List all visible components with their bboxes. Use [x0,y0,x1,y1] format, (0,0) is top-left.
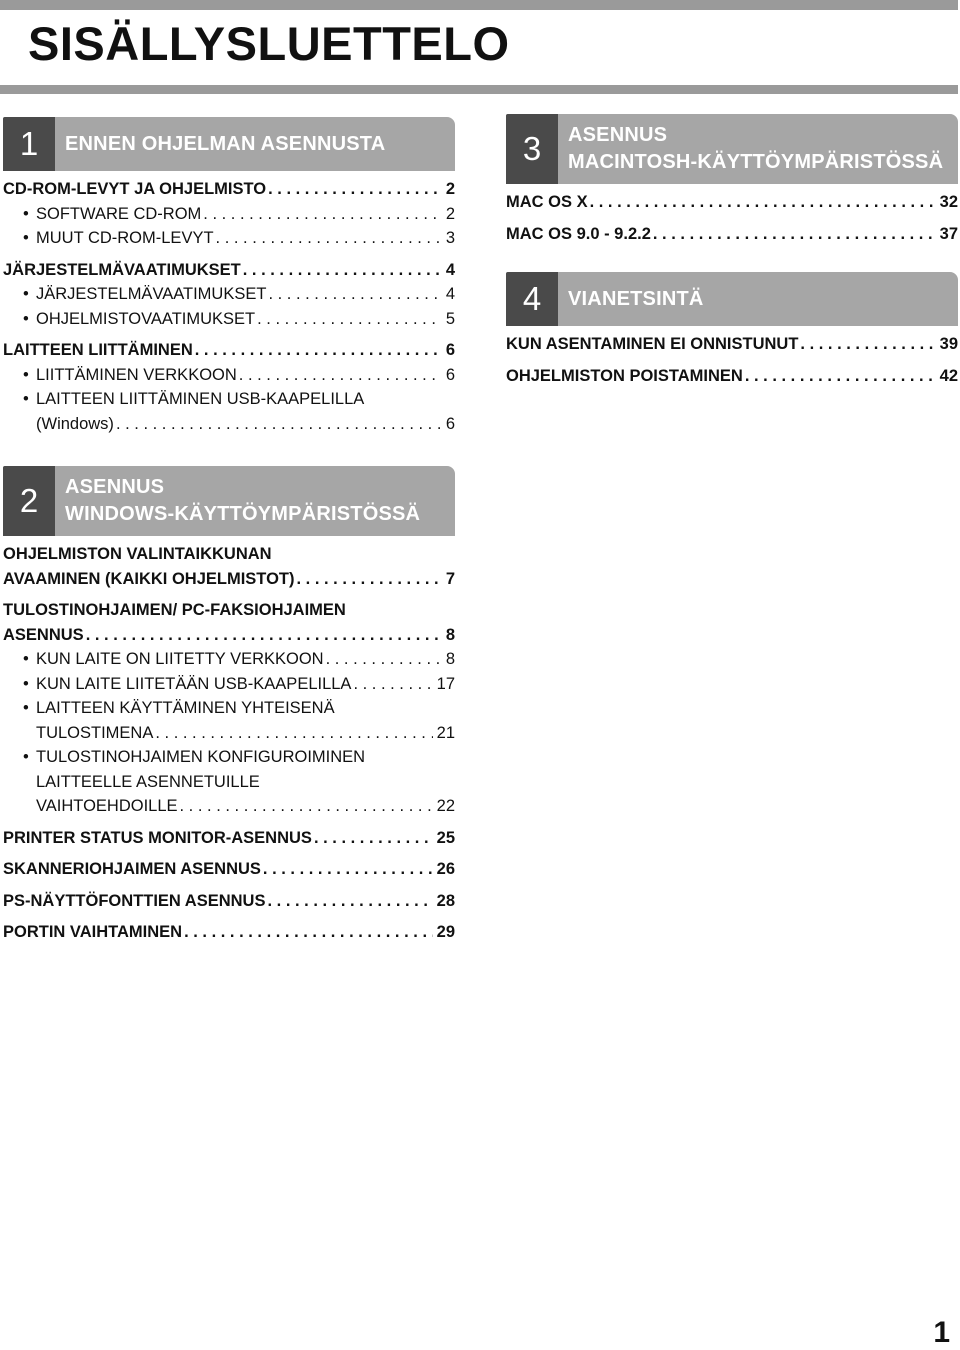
toc-leader [193,338,442,363]
toc-entry-continuation [3,567,455,592]
toc-entry-continuation [36,721,455,746]
toc-label: OHJELMISTON POISTAMINEN [506,366,743,385]
toc-page: 29 [436,923,455,941]
toc-leader [588,190,936,215]
toc-entry[interactable] [3,889,455,914]
toc-label: CD-ROM-LEVYT JA OHJELMISTO [3,180,267,198]
toc-label: LAITTEEN LIITTÄMINEN [3,341,193,359]
toc-leader [324,647,442,672]
toc-label: • OHJELMISTOVAATIMUKSET [36,309,256,328]
toc-label: • JÄRJESTELMÄVAATIMUKSET [36,285,267,303]
toc-label: MAC OS X [506,193,588,211]
section-title-line: VIANETSINTÄ [568,287,704,310]
toc-label: VAIHTOEHDOILLE [36,797,178,815]
toc-page: 21 [436,723,455,742]
section-4 [506,272,958,388]
toc-page: 17 [436,674,455,693]
section-title-line: ASENNUS [568,124,668,146]
toc-page: 6 [445,414,455,433]
toc-page: 8 [445,625,455,644]
toc-entry-continuation [3,623,455,648]
toc-entry[interactable] [3,307,455,332]
toc-label: (Windows) [36,414,114,433]
toc-page: 37 [939,224,958,243]
toc-leader [265,889,432,914]
toc-entry[interactable] [3,826,455,851]
toc-leader [178,794,433,819]
section-number: 4 [506,272,558,326]
toc-page: 22 [436,797,455,815]
section-title [558,272,958,326]
toc-leader [295,567,442,592]
section-title-line: ENNEN OHJELMAN ASENNUSTA [65,132,386,155]
toc-leader [266,282,441,307]
section-2 [3,466,455,945]
toc-list [506,190,958,246]
toc-label: • KUN LAITE LIITETÄÄN USB-KAAPELILLA [36,674,352,693]
toc-leader [84,623,442,648]
toc-label: PS-NÄYTTÖFONTTIEN ASENNUS [3,891,266,910]
toc-leader [237,363,442,388]
toc-page: 39 [939,335,958,353]
toc-label: PORTIN VAIHTAMINEN [3,923,183,941]
toc-label: • SOFTWARE CD-ROM [36,204,202,223]
toc-label-line: OHJELMISTON VALINTAIKKUNAN [3,545,272,563]
toc-label: PRINTER STATUS MONITOR-ASENNUS [3,828,312,847]
toc-leader [266,177,442,202]
section-number: 2 [3,466,55,536]
toc-page: 32 [939,193,958,211]
toc-entry[interactable] [506,222,958,247]
toc-entry[interactable] [3,647,455,672]
section-header-3 [506,114,958,184]
toc-entry[interactable] [3,542,455,591]
toc-leader [182,920,433,945]
toc-leader [798,332,935,357]
toc-entry[interactable] [3,857,455,882]
toc-entry[interactable] [3,177,455,202]
toc-list [3,177,455,436]
section-title-line: WINDOWS-KÄYTTÖYMPÄRISTÖSSÄ [65,503,421,525]
toc-page: 28 [436,891,455,910]
page-number: 1 [933,1316,950,1349]
toc-page: 5 [445,309,455,328]
toc-entry[interactable] [3,598,455,647]
toc-entry[interactable] [506,332,958,357]
title-rule [0,85,958,94]
section-number: 1 [3,117,55,171]
toc-label: ASENNUS [3,625,84,644]
toc-label-line: • LAITTEEN LIITTÄMINEN USB-KAAPELILLA [36,390,365,408]
toc-entry[interactable] [3,226,455,251]
toc-entry[interactable] [3,202,455,227]
section-title [558,114,958,184]
toc-entry-continuation [36,412,455,437]
toc-page: 2 [445,204,455,223]
toc-page: 4 [445,285,455,303]
toc-entry-continuation [36,794,455,819]
toc-label: JÄRJESTELMÄVAATIMUKSET [3,260,241,279]
toc-leader [201,202,442,227]
toc-page: 25 [436,828,455,847]
section-title-line: ASENNUS [65,476,165,498]
toc-label: SKANNERIOHJAIMEN ASENNUS [3,860,261,878]
toc-entry[interactable] [3,363,455,388]
toc-entry[interactable] [3,672,455,697]
toc-label: KUN ASENTAMINEN EI ONNISTUNUT [506,335,799,353]
toc-label: • MUUT CD-ROM-LEVYT [36,229,214,247]
section-header-1 [3,117,455,171]
page-title: SISÄLLYSLUETTELO [28,17,510,70]
toc-entry[interactable] [3,745,455,819]
toc-entry[interactable] [3,258,455,283]
section-title [55,466,455,536]
toc-label: MAC OS 9.0 - 9.2.2 [506,224,651,243]
toc-label-line: LAITTEELLE ASENNETUILLE [36,772,260,791]
section-3 [506,114,958,246]
top-decor-bar [0,0,958,10]
toc-leader [351,672,432,697]
toc-leader [743,364,936,389]
toc-label: • KUN LAITE ON LIITETTY VERKKOON [36,650,324,668]
toc-page: 26 [436,860,455,878]
toc-page: 6 [445,365,455,384]
toc-entry[interactable] [3,282,455,307]
toc-label-line: • LAITTEEN KÄYTTÄMINEN YHTEISENÄ [36,699,335,717]
toc-label: • LIITTÄMINEN VERKKOON [36,365,237,384]
toc-page: 42 [939,366,958,385]
toc-list [3,542,455,945]
toc-label: TULOSTIMENA [36,723,154,742]
toc-list [506,332,958,388]
section-header-4 [506,272,958,326]
toc-page: 4 [445,260,455,279]
toc-page: 2 [445,180,455,198]
toc-entry[interactable] [506,364,958,389]
toc-label-line: • TULOSTINOHJAIMEN KONFIGUROIMINEN [36,748,366,766]
toc-leader [241,258,442,283]
toc-entry[interactable] [3,920,455,945]
toc-leader [114,412,442,437]
toc-entry[interactable] [506,190,958,215]
toc-label-line: TULOSTINOHJAIMEN/ PC-FAKSIOHJAIMEN [3,601,346,619]
toc-leader [214,226,442,251]
toc-leader [651,222,936,247]
toc-leader [255,307,442,332]
toc-leader [312,826,433,851]
toc-entry[interactable] [3,696,455,745]
toc-entry[interactable] [3,387,455,436]
toc-leader [261,857,433,882]
section-header-2 [3,466,455,536]
toc-page: 6 [445,341,455,359]
section-1 [3,117,455,436]
toc-leader [153,721,432,746]
toc-page: 7 [445,569,455,588]
toc-page: 3 [445,229,455,247]
toc-page: 8 [445,650,455,668]
section-number: 3 [506,114,558,184]
section-title-line: MACINTOSH-KÄYTTÖYMPÄRISTÖSSÄ [568,151,944,173]
section-title [55,117,455,171]
toc-entry[interactable] [3,338,455,363]
toc-label: AVAAMINEN (KAIKKI OHJELMISTOT) [3,569,295,588]
